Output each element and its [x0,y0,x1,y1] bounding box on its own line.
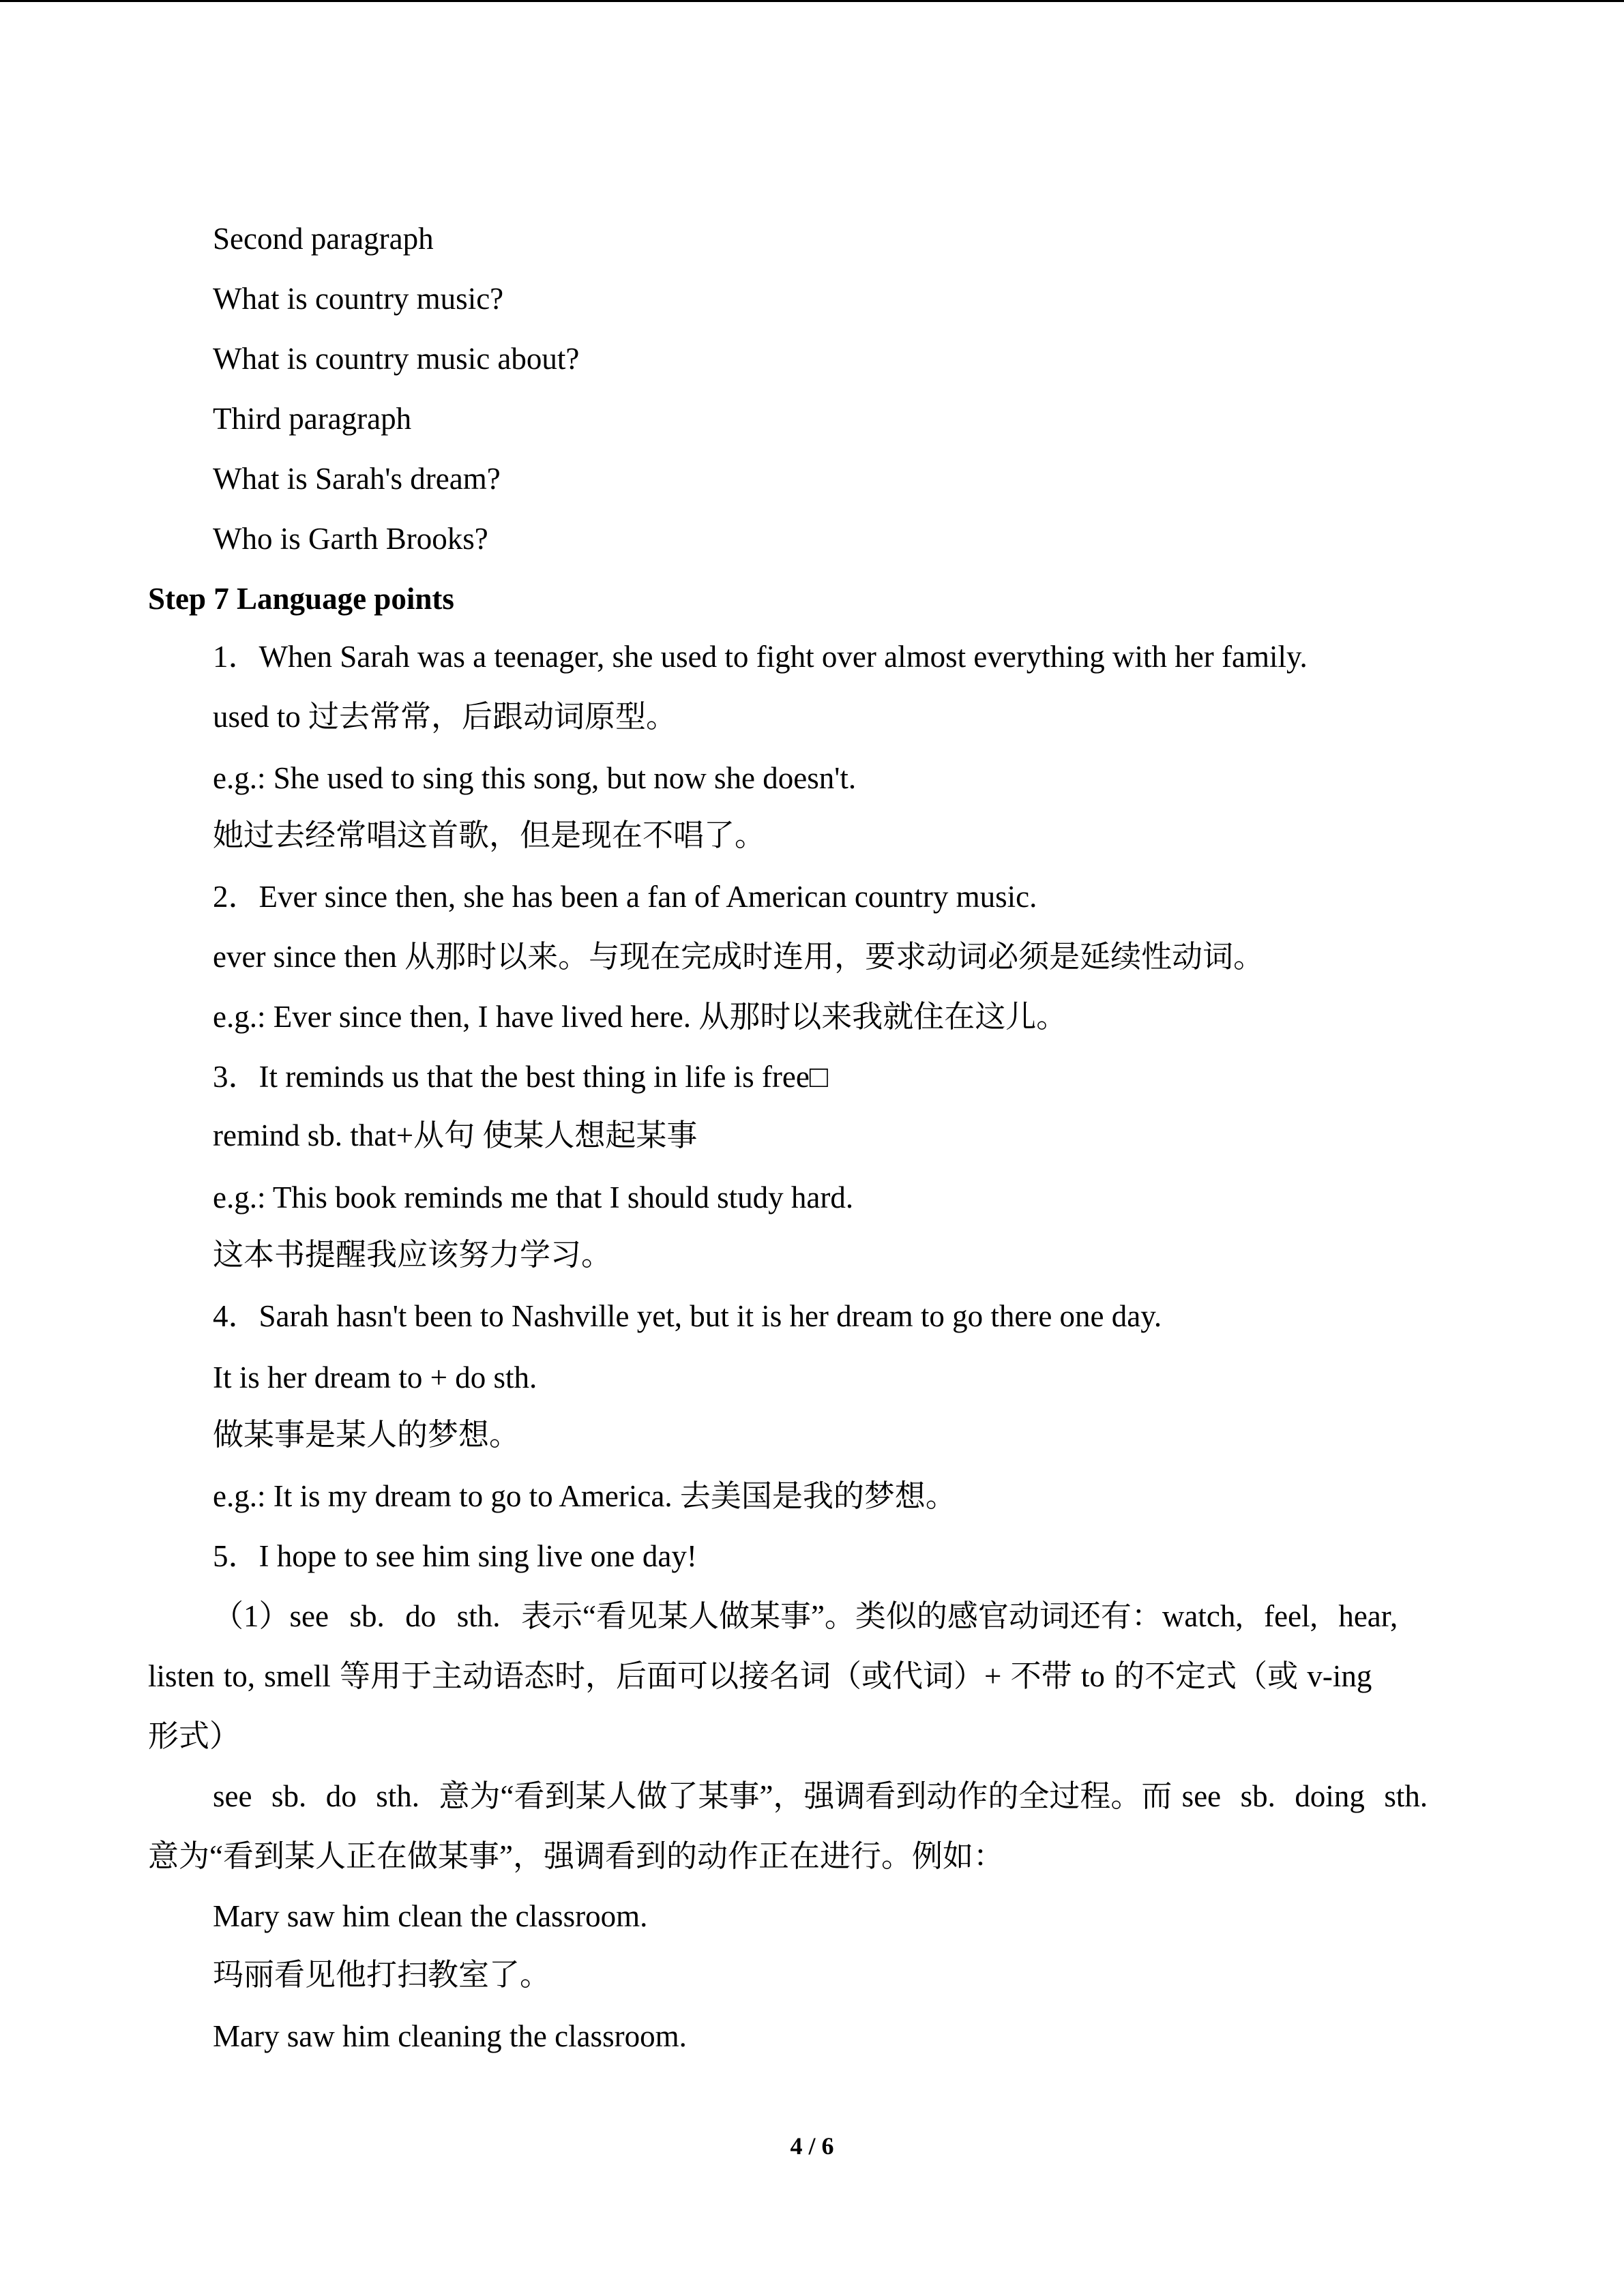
third-paragraph-heading: Third paragraph [213,402,412,436]
point1-example: e.g.: She used to sing this song, but now she doesn't. [213,761,857,795]
point4-sentence: 4．Sarah hasn't been to Nashville yet, but it is her dream to go there one day. [213,1299,1162,1333]
point5-example2: Mary saw him cleaning the classroom. [213,2019,687,2053]
point1-sentence: 1．When Sarah was a teenager, she used to fight over almost everything with her family. [213,640,1308,674]
question-garth-brooks: Who is Garth Brooks? [213,522,488,556]
point4-example: e.g.: It is my dream to go to America. 去美国是我的梦想。 [213,1479,956,1513]
question-sarahs-dream: What is Sarah's dream? [213,462,501,496]
point3-example: e.g.: This book reminds me that I should study hard. [213,1180,854,1214]
point5-para2-line1: see sb. do sth. 意为“看到某人做了某事”，强调看到动作的全过程。而 see sb. doing sth. [213,1779,1428,1813]
point3-explain: remind sb. that+从句 使某人想起某事 [213,1118,698,1152]
point1-explain: used to 过去常常，后跟动词原型。 [213,700,677,734]
point2-explain: ever since then 从那时以来。与现在完成时连用，要求动词必须是延续性动词。 [213,940,1265,974]
point5-example1: Mary saw him clean the classroom. [213,1899,648,1933]
point2-sentence: 2．Ever since then, she has been a fan of American country music. [213,880,1037,914]
point4-pattern-cn: 做某事是某人的梦想。 [213,1418,520,1452]
point5-para1-line3: 形式） [148,1719,241,1753]
point4-pattern: It is her dream to + do sth. [213,1360,537,1395]
point5-para1-line1-text: （1）see sb. do sth. 表示“看见某人做某事”。类似的感官动词还有：watch, feel, hear, [213,1599,1398,1633]
page-number: 4 / 6 [790,2132,834,2160]
point1-translation: 她过去经常唱这首歌，但是现在不唱了。 [213,818,766,852]
point5-para2-line2: 意为“看到某人正在做某事”，强调看到的动作正在进行。例如： [148,1839,1004,1873]
step7-title: Step 7 Language points [148,582,454,616]
question-what-is-country-music: What is country music? [213,282,504,316]
point2-example: e.g.: Ever since then, I have lived here. 从那时以来我就住在这儿。 [213,1000,1067,1034]
point3-sentence: 3．It reminds us that the best thing in life is free□ [213,1060,828,1094]
question-country-music-about: What is country music about? [213,342,580,376]
point5-para1-line1 [148,1596,1477,1637]
point3-translation: 这本书提醒我应该努力学习。 [213,1238,612,1272]
point5-para1-line2: listen to, smell 等用于主动语态时，后面可以接名词（或代词）+ 不带 to 的不定式（或 v-ing [148,1659,1372,1693]
second-paragraph-heading: Second paragraph [213,222,434,256]
point5-example1-cn: 玛丽看见他打扫教室了。 [213,1958,551,1992]
point5-sentence: 5．I hope to see him sing live one day! [213,1539,697,1573]
